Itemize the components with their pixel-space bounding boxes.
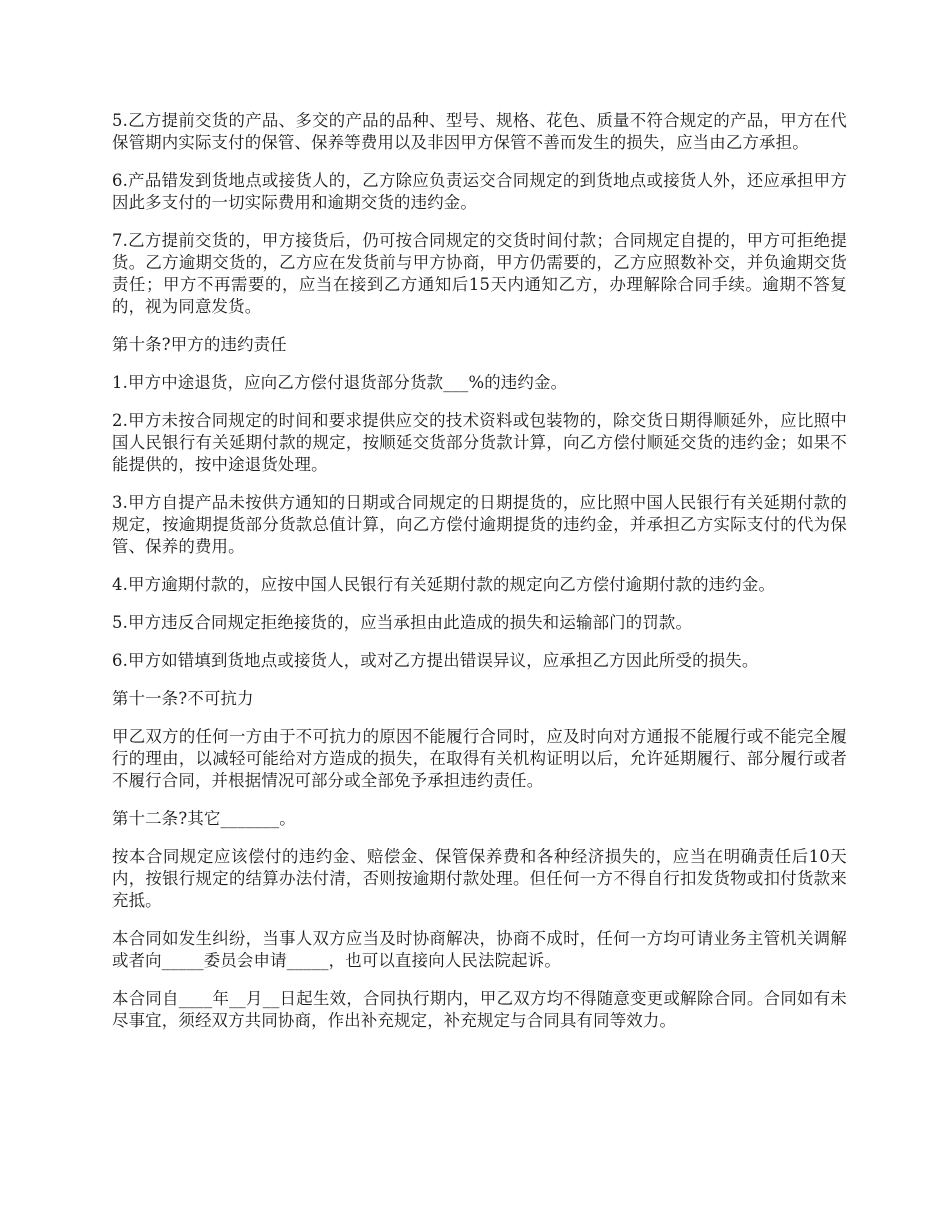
- clause-paragraph: 6.产品错发到货地点或接货人的，乙方除应负责运交合同规定的到货地点或接货人外，还应承担甲方因此多支付的一切实际费用和逾期交货的违约金。: [112, 171, 847, 212]
- clause-paragraph: 2.甲方未按合同规定的时间和要求提供应交的技术资料或包装物的，除交货日期得顺延外，应比照中国人民银行有关延期付款的规定，按顺延交货部分货款计算，向乙方偿付顺延交货的违约金；如果不能提供的，按中途退货处理。: [112, 411, 847, 474]
- clause-paragraph: 3.甲方自提产品未按供方通知的日期或合同规定的日期提货的，应比照中国人民银行有关延期付款的规定，按逾期提货部分货款总值计算，向乙方偿付逾期提货的违约金，并承担乙方实际支付的代为保管、保养的费用。: [112, 493, 847, 556]
- clause-paragraph: 5.乙方提前交货的产品、多交的产品的品种、型号、规格、花色、质量不符合规定的产品，甲方在代保管期内实际支付的保管、保养等费用以及非因甲方保管不善而发生的损失，应当由乙方承担。: [112, 111, 847, 152]
- article-heading: 第十条?甲方的违约责任: [112, 335, 287, 354]
- clause-paragraph: 本合同如发生纠纷，当事人双方应当及时协商解决，协商不成时，任何一方均可请业务主管机关调解或者向_____委员会申请_____，也可以直接向人民法院起诉。: [112, 929, 847, 970]
- clause-paragraph: 5.甲方违反合同规定拒绝接货的，应当承担由此造成的损失和运输部门的罚款。: [112, 613, 693, 632]
- clause-paragraph: 7.乙方提前交货的，甲方接货后，仍可按合同规定的交货时间付款；合同规定自提的，甲方可拒绝提货。乙方逾期交货的，乙方应在发货前与甲方协商，甲方仍需要的，乙方应照数补交，并负逾期交货责任；甲方不再需要的，应当在接到乙方通知后15天内通知乙方，办理解除合同手续。逾期不答复的，视为同意发货。: [112, 231, 847, 316]
- clause-paragraph: 1.甲方中途退货，应向乙方偿付退货部分货款___%的违约金。: [112, 373, 568, 392]
- document-body: [112, 110, 847, 1048]
- clause-paragraph: 按本合同规定应该偿付的违约金、赔偿金、保管保养费和各种经济损失的，应当在明确责任后10天内，按银行规定的结算办法付清，否则按逾期付款处理。但任何一方不得自行扣发货物或扣付货款来充抵。: [112, 847, 847, 910]
- clause-paragraph: 4.甲方逾期付款的，应按中国人民银行有关延期付款的规定向乙方偿付逾期付款的违约金。: [112, 575, 776, 594]
- article-heading: 第十二条?其它_______。: [112, 809, 296, 828]
- clause-paragraph: 6.甲方如错填到货地点或接货人，或对乙方提出错误异议，应承担乙方因此所受的损失。: [112, 651, 759, 670]
- clause-paragraph: 本合同自____年__月__日起生效，合同执行期内，甲乙双方均不得随意变更或解除合同。合同如有未尽事宜，须经双方共同协商，作出补充规定，补充规定与合同具有同等效力。: [112, 989, 847, 1030]
- clause-paragraph: 甲乙双方的任何一方由于不可抗力的原因不能履行合同时，应及时向对方通报不能履行或不能完全履行的理由，以减轻可能给对方造成的损失，在取得有关机构证明以后，允许延期履行、部分履行或者不履行合同，并根据情况可部分或全部免予承担违约责任。: [112, 727, 847, 790]
- article-heading: 第十一条?不可抗力: [112, 689, 254, 708]
